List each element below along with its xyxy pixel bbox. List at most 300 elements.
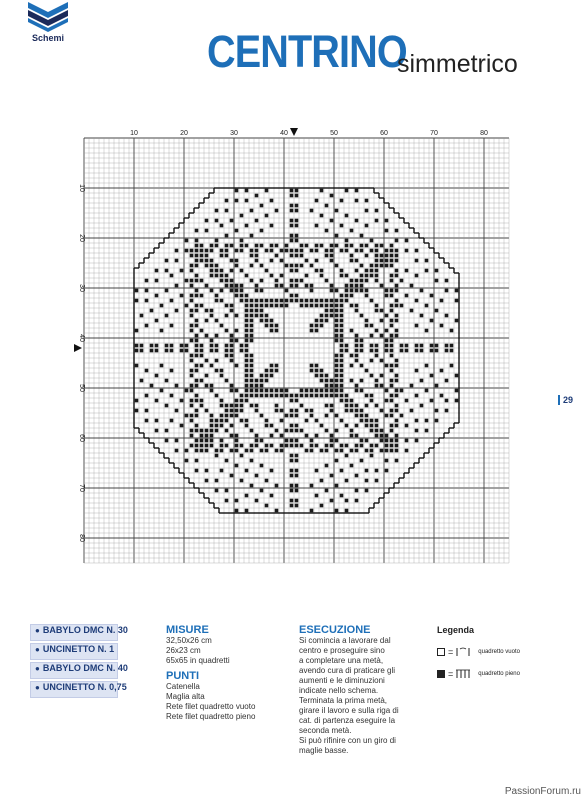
filled-square: [220, 289, 224, 293]
filled-square: [205, 319, 209, 323]
filled-square: [295, 224, 299, 228]
filled-square: [245, 274, 249, 278]
filled-square: [340, 329, 344, 333]
filled-square: [375, 279, 379, 283]
filled-square: [395, 439, 399, 443]
filled-square: [245, 199, 249, 203]
filled-square: [395, 319, 399, 323]
center-row-marker-icon: [74, 344, 82, 352]
filled-square: [395, 404, 399, 408]
filled-square: [220, 449, 224, 453]
filled-square: [285, 249, 289, 253]
filled-square: [310, 289, 314, 293]
filled-square: [270, 369, 274, 373]
filled-square: [325, 389, 329, 393]
filled-square: [290, 189, 294, 193]
filled-square: [435, 384, 439, 388]
filled-square: [290, 294, 294, 298]
filled-square: [260, 384, 264, 388]
filled-square: [250, 309, 254, 313]
filled-square: [330, 219, 334, 223]
filled-square: [190, 419, 194, 423]
filled-square: [175, 284, 179, 288]
filled-square: [285, 264, 289, 268]
legend-item-filled: = quadretto pieno: [437, 668, 557, 680]
filled-square: [245, 369, 249, 373]
filled-square: [415, 299, 419, 303]
filled-square: [230, 344, 234, 348]
filled-square: [300, 249, 304, 253]
filled-square: [325, 374, 329, 378]
filled-square: [170, 419, 174, 423]
filled-square: [270, 199, 274, 203]
filled-square: [315, 249, 319, 253]
filled-square: [235, 389, 239, 393]
filled-square: [215, 244, 219, 248]
filled-square: [340, 309, 344, 313]
filled-square: [345, 444, 349, 448]
filled-square: [200, 379, 204, 383]
title-sub: simmetrico: [397, 50, 518, 78]
filled-square: [340, 369, 344, 373]
filled-square: [360, 244, 364, 248]
filled-square: [215, 394, 219, 398]
filled-square: [250, 314, 254, 318]
filled-square: [255, 304, 259, 308]
filled-square: [350, 304, 354, 308]
filled-square: [230, 339, 234, 343]
filled-square: [370, 454, 374, 458]
filled-square: [355, 354, 359, 358]
filled-square: [170, 394, 174, 398]
filled-square: [290, 264, 294, 268]
filled-square: [385, 349, 389, 353]
filled-square: [435, 309, 439, 313]
filled-square: [300, 429, 304, 433]
filled-square: [145, 289, 149, 293]
filled-square: [265, 504, 269, 508]
filled-square: [445, 379, 449, 383]
filled-square: [215, 334, 219, 338]
filled-square: [265, 189, 269, 193]
filled-square: [325, 379, 329, 383]
filled-square: [360, 389, 364, 393]
filled-square: [320, 299, 324, 303]
filled-square: [255, 434, 259, 438]
filled-square: [310, 484, 314, 488]
filled-square: [190, 329, 194, 333]
filled-square: [270, 494, 274, 498]
filled-square: [205, 444, 209, 448]
filled-square: [420, 349, 424, 353]
filled-square: [250, 304, 254, 308]
filled-square: [360, 284, 364, 288]
filled-square: [335, 384, 339, 388]
filled-square: [385, 434, 389, 438]
filled-square: [365, 279, 369, 283]
filled-square: [295, 269, 299, 273]
filled-square: [320, 244, 324, 248]
filled-square: [240, 454, 244, 458]
filled-square: [455, 374, 459, 378]
filled-square: [385, 264, 389, 268]
filled-square: [375, 309, 379, 313]
filled-square: [380, 449, 384, 453]
filled-square: [325, 384, 329, 388]
filled-square: [185, 449, 189, 453]
filled-square: [340, 314, 344, 318]
legend: [437, 625, 557, 690]
misure-line: 26x23 cm: [166, 646, 201, 655]
filled-square: [380, 254, 384, 258]
filled-square: [385, 339, 389, 343]
filled-square: [330, 444, 334, 448]
filled-square: [390, 354, 394, 358]
filled-square: [300, 404, 304, 408]
filled-square: [170, 344, 174, 348]
filled-square: [390, 324, 394, 328]
filled-square: [385, 249, 389, 253]
filled-square: [255, 219, 259, 223]
filled-square: [400, 279, 404, 283]
filled-square: [360, 444, 364, 448]
filled-square-icon: [437, 670, 445, 678]
filled-square: [195, 279, 199, 283]
filled-square: [310, 439, 314, 443]
filled-square: [205, 449, 209, 453]
filled-square: [265, 214, 269, 218]
filled-square: [295, 454, 299, 458]
filled-square: [330, 379, 334, 383]
filled-square: [390, 339, 394, 343]
filled-square: [425, 364, 429, 368]
filled-square: [395, 229, 399, 233]
filled-square: [405, 344, 409, 348]
filled-square: [345, 394, 349, 398]
filled-square: [230, 409, 234, 413]
filled-square: [330, 389, 334, 393]
filled-square: [385, 444, 389, 448]
filled-square: [405, 449, 409, 453]
filled-square: [455, 319, 459, 323]
filled-square: [225, 349, 229, 353]
filled-square: [290, 474, 294, 478]
filled-square: [235, 464, 239, 468]
filled-square: [340, 199, 344, 203]
filled-square: [310, 299, 314, 303]
filled-square: [230, 244, 234, 248]
filled-square: [190, 314, 194, 318]
filled-square: [255, 284, 259, 288]
page-number: 29: [558, 395, 573, 405]
filled-square: [260, 289, 264, 293]
filled-square: [345, 344, 349, 348]
filled-square: [235, 199, 239, 203]
filled-square: [260, 394, 264, 398]
filled-square: [410, 384, 414, 388]
filled-square: [380, 434, 384, 438]
filled-square: [255, 299, 259, 303]
filled-square: [180, 424, 184, 428]
filled-square: [390, 429, 394, 433]
filled-square: [325, 309, 329, 313]
filled-square: [165, 349, 169, 353]
filled-square: [150, 309, 154, 313]
filled-square: [395, 444, 399, 448]
filled-square: [135, 349, 139, 353]
filled-square: [385, 449, 389, 453]
filled-square: [275, 304, 279, 308]
filled-square: [345, 424, 349, 428]
filled-square: [390, 439, 394, 443]
filled-square: [315, 469, 319, 473]
filled-square: [280, 249, 284, 253]
filled-square: [225, 419, 229, 423]
filled-square: [200, 404, 204, 408]
filled-square: [405, 249, 409, 253]
filled-square: [245, 339, 249, 343]
filled-square: [275, 369, 279, 373]
filled-square: [190, 374, 194, 378]
filled-square: [375, 219, 379, 223]
filled-square: [345, 499, 349, 503]
filled-square: [330, 309, 334, 313]
filled-square: [240, 349, 244, 353]
filled-square: [255, 409, 259, 413]
filled-square: [215, 419, 219, 423]
filled-square: [255, 474, 259, 478]
filled-square: [235, 229, 239, 233]
filled-square: [145, 409, 149, 413]
filled-square: [340, 319, 344, 323]
filled-square: [230, 474, 234, 478]
filled-square: [290, 194, 294, 198]
filled-square: [345, 509, 349, 513]
filled-square: [385, 329, 389, 333]
filled-square: [350, 294, 354, 298]
filled-square: [360, 459, 364, 463]
filled-square: [365, 369, 369, 373]
filled-square: [270, 324, 274, 328]
filled-square: [240, 299, 244, 303]
filled-square: [375, 254, 379, 258]
filled-square: [335, 309, 339, 313]
filled-square: [225, 344, 229, 348]
filled-square: [290, 499, 294, 503]
x-tick-label: 10: [130, 130, 138, 137]
filled-square: [205, 249, 209, 253]
filled-square: [375, 329, 379, 333]
filled-square: [305, 274, 309, 278]
filled-square: [395, 239, 399, 243]
filled-square: [245, 299, 249, 303]
filled-square: [355, 409, 359, 413]
filled-square: [385, 294, 389, 298]
filled-square: [245, 509, 249, 513]
filled-square: [190, 434, 194, 438]
filled-square: [235, 444, 239, 448]
filled-square: [255, 309, 259, 313]
filled-square: [295, 409, 299, 413]
punti-line: Rete filet quadretto pieno: [166, 712, 256, 721]
filled-square: [170, 369, 174, 373]
filled-square: [240, 444, 244, 448]
filled-square: [415, 324, 419, 328]
filled-square: [375, 259, 379, 263]
filled-square: [455, 299, 459, 303]
filled-square: [210, 264, 214, 268]
filled-square: [185, 389, 189, 393]
filled-square: [395, 269, 399, 273]
filled-square: [280, 284, 284, 288]
filled-square: [390, 294, 394, 298]
filled-square: [250, 324, 254, 328]
filled-square: [195, 449, 199, 453]
filled-square: [205, 434, 209, 438]
filled-square: [205, 409, 209, 413]
filled-square: [210, 424, 214, 428]
filled-square: [225, 314, 229, 318]
filled-square: [350, 409, 354, 413]
filled-square: [220, 279, 224, 283]
filled-square: [210, 339, 214, 343]
filled-square: [270, 424, 274, 428]
filled-square: [215, 479, 219, 483]
filled-square: [405, 269, 409, 273]
filled-square: [350, 259, 354, 263]
filled-square: [230, 359, 234, 363]
filled-square: [345, 404, 349, 408]
filled-square: [325, 204, 329, 208]
filled-square: [255, 444, 259, 448]
y-tick-label: 70: [78, 484, 85, 492]
filled-square: [145, 324, 149, 328]
x-tick-label: 30: [230, 130, 238, 137]
filled-square: [200, 349, 204, 353]
filled-square: [350, 284, 354, 288]
filled-square: [135, 329, 139, 333]
filled-square: [200, 344, 204, 348]
filled-square: [345, 454, 349, 458]
filled-square: [300, 394, 304, 398]
filled-square: [270, 469, 274, 473]
filled-square: [325, 394, 329, 398]
filled-square: [215, 369, 219, 373]
filled-square: [455, 389, 459, 393]
filled-square: [155, 374, 159, 378]
title-main: CENTRINO: [207, 26, 407, 77]
filled-square: [310, 264, 314, 268]
filled-square: [340, 354, 344, 358]
filled-square: [385, 289, 389, 293]
filled-square: [210, 349, 214, 353]
filled-square: [435, 419, 439, 423]
filled-square: [315, 374, 319, 378]
filled-square: [360, 364, 364, 368]
filled-square: [240, 239, 244, 243]
filled-square: [175, 439, 179, 443]
filled-square: [280, 434, 284, 438]
filled-square: [235, 414, 239, 418]
filled-square: [225, 234, 229, 238]
x-tick-label: 40: [280, 130, 288, 137]
punti-line: Catenella: [166, 682, 200, 691]
filled-square: [265, 394, 269, 398]
filled-square: [435, 269, 439, 273]
filled-square: [185, 304, 189, 308]
filled-square: [245, 314, 249, 318]
filled-square: [335, 429, 339, 433]
filled-square: [235, 264, 239, 268]
filled-square: [195, 244, 199, 248]
filled-square: [320, 374, 324, 378]
filled-square: [220, 274, 224, 278]
filled-square: [260, 319, 264, 323]
filled-square: [175, 259, 179, 263]
filled-square: [360, 234, 364, 238]
filled-square: [445, 289, 449, 293]
filled-square: [415, 419, 419, 423]
filled-square: [385, 259, 389, 263]
filled-square: [200, 449, 204, 453]
filled-square: [340, 359, 344, 363]
filled-square: [255, 439, 259, 443]
filled-square: [215, 299, 219, 303]
filled-square: [215, 319, 219, 323]
filled-square: [195, 259, 199, 263]
filled-square: [335, 334, 339, 338]
filled-square: [320, 394, 324, 398]
filled-square: [330, 384, 334, 388]
filled-square: [295, 204, 299, 208]
filled-square: [360, 379, 364, 383]
filled-square: [245, 304, 249, 308]
filled-square: [350, 289, 354, 293]
filled-square: [230, 389, 234, 393]
filled-square: [335, 244, 339, 248]
filled-square: [260, 389, 264, 393]
filled-square: [395, 459, 399, 463]
filled-square: [290, 444, 294, 448]
filled-square: [390, 254, 394, 258]
legend-heading: Legenda: [437, 625, 475, 635]
filled-square: [325, 319, 329, 323]
empty-square-icon: [437, 648, 445, 656]
filled-square: [260, 414, 264, 418]
filled-square: [330, 284, 334, 288]
filled-square: [435, 344, 439, 348]
filled-square: [325, 304, 329, 308]
filled-square: [290, 484, 294, 488]
filled-square: [270, 224, 274, 228]
filled-square: [260, 304, 264, 308]
filled-square: [205, 254, 209, 258]
x-tick-label: 20: [180, 130, 188, 137]
filled-square: [345, 409, 349, 413]
filled-square: [250, 379, 254, 383]
y-tick-label: 60: [78, 434, 85, 442]
filled-square: [365, 414, 369, 418]
filled-square: [240, 394, 244, 398]
filled-square: [180, 399, 184, 403]
filled-square: [320, 379, 324, 383]
filled-square: [210, 414, 214, 418]
filled-square: [215, 424, 219, 428]
filled-square: [220, 404, 224, 408]
filled-square: [170, 324, 174, 328]
filled-square: [230, 304, 234, 308]
filled-square: [270, 434, 274, 438]
